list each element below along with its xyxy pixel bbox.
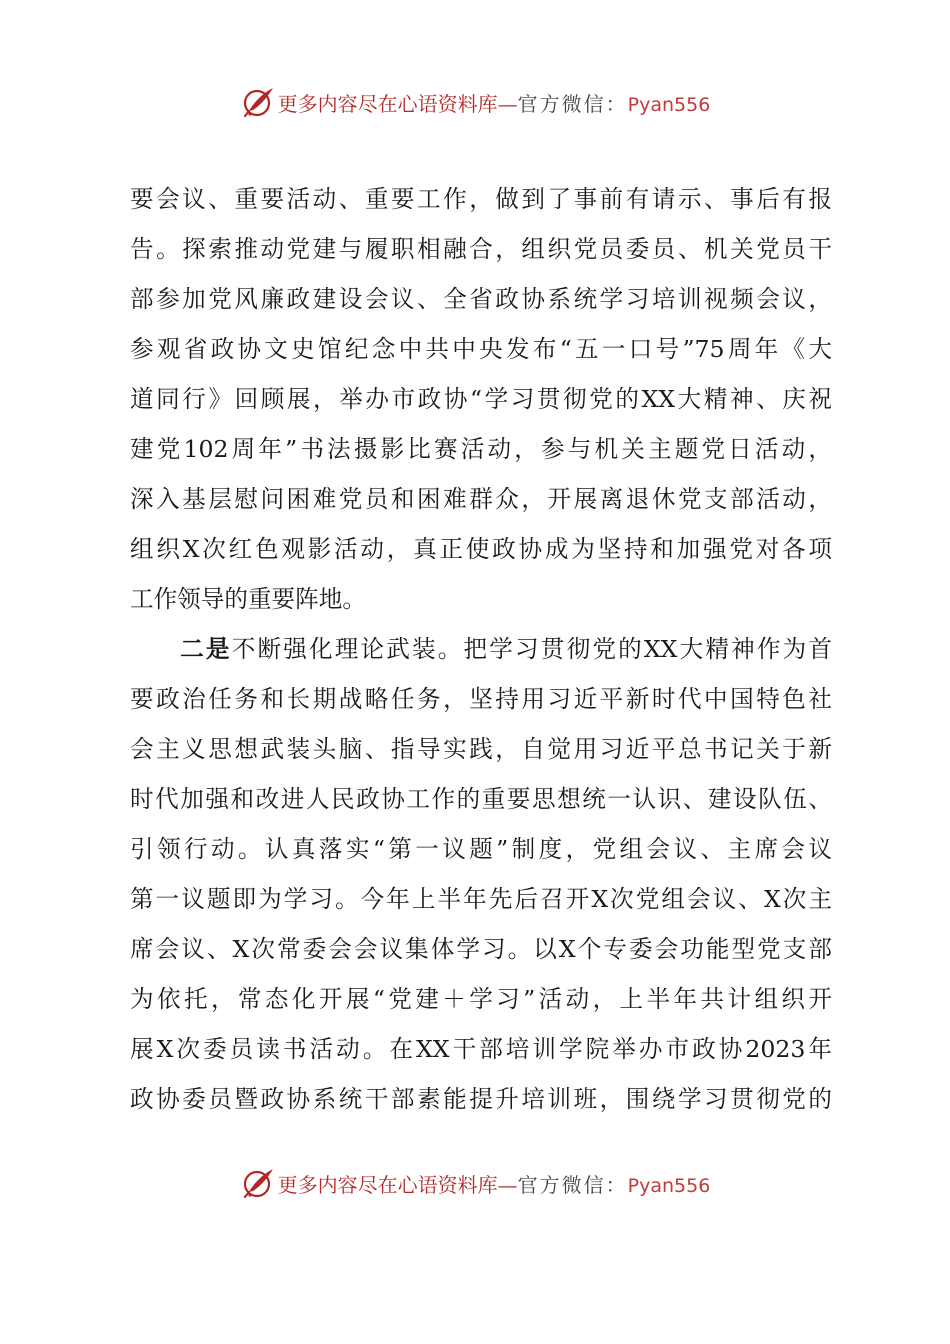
paragraph-first-line: 二是不断强化理论武装。把学习贯彻党的XX大精神作为首 bbox=[178, 635, 832, 663]
text-line: 工作领导的重要阵地。 bbox=[130, 585, 366, 613]
text-line: 席会议、X次常委会会议集体学习。以X个专委会功能型党支部 bbox=[130, 935, 832, 963]
text-line: 时代加强和改进人民政协工作的重要思想统一认识、建设队伍、 bbox=[130, 785, 832, 813]
paragraph-1 bbox=[130, 174, 832, 624]
wechat-id: Pyan556 bbox=[627, 93, 711, 116]
text-line: 建党102周年”书法摄影比赛活动，参与机关主题党日活动， bbox=[130, 435, 832, 463]
document-body bbox=[130, 174, 832, 1124]
text-line: 引领行动。认真落实“第一议题”制度，党组会议、主席会议 bbox=[130, 835, 832, 863]
text-line: 参观省政协文史馆纪念中共中央发布“五一口号”75周年《大 bbox=[130, 335, 832, 363]
paragraph-lead-bold: 二是 bbox=[178, 635, 232, 663]
header-banner bbox=[0, 80, 950, 124]
text-line: 道同行》回顾展，举办市政协“学习贯彻党的XX大精神、庆祝 bbox=[130, 385, 832, 413]
wechat-id: Pyan556 bbox=[627, 1174, 711, 1197]
text-line: 会主义思想武装头脑、指导实践，自觉用习近平总书记关于新 bbox=[130, 735, 832, 763]
text-line: 要会议、重要活动、重要工作，做到了事前有请示、事后有报 bbox=[130, 185, 832, 213]
footer-banner-text: 更多内容尽在心语资料库—官方微信：Pyan556 bbox=[277, 1172, 711, 1197]
quill-logo-icon bbox=[240, 1165, 276, 1201]
text-line: 告。探索推动党建与履职相融合，组织党员委员、机关党员干 bbox=[130, 235, 832, 263]
paragraph-2 bbox=[130, 624, 832, 1124]
text-line: 展X次委员读书活动。在XX干部培训学院举办市政协2023年 bbox=[130, 1035, 832, 1063]
text-line: 政协委员暨政协系统干部素能提升培训班，围绕学习贯彻党的 bbox=[130, 1085, 832, 1113]
text-line: 组织X次红色观影活动，真正使政协成为坚持和加强党对各项 bbox=[130, 535, 832, 563]
text-line: 部参加党风廉政建设会议、全省政协系统学习培训视频会议， bbox=[130, 285, 832, 313]
text-line: 为依托，常态化开展“党建＋学习”活动，上半年共计组织开 bbox=[130, 985, 832, 1013]
header-banner-text: 更多内容尽在心语资料库—官方微信：Pyan556 bbox=[277, 91, 711, 116]
text-line: 要政治任务和长期战略任务，坚持用习近平新时代中国特色社 bbox=[130, 685, 832, 713]
text-line: 深入基层慰问困难党员和困难群众，开展离退休党支部活动， bbox=[130, 485, 832, 513]
footer-banner bbox=[0, 1161, 950, 1205]
quill-logo-icon bbox=[240, 84, 276, 120]
text-line: 第一议题即为学习。今年上半年先后召开X次党组会议、X次主 bbox=[130, 885, 832, 913]
